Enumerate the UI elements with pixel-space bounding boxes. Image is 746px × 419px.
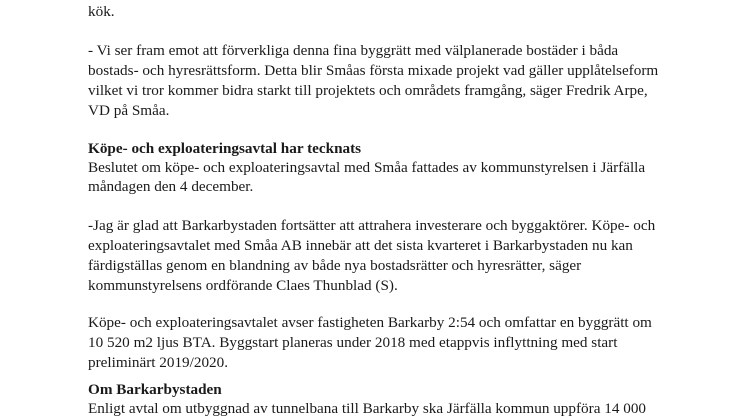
quote-line: VD på Småa.: [88, 102, 170, 119]
quote-line: - Vi ser fram emot att förverkliga denna fina byggrätt med välplanerade bostäder i båda: [88, 42, 619, 59]
paragraph-line: måndagen den 4 december.: [88, 178, 254, 195]
quote-line: färdigställas genom en blandning av både nya bostadsrätter och hyresrätter, säger: [88, 257, 582, 274]
section-heading-barkarbystaden: Om Barkarbystaden: [88, 381, 222, 398]
quote-line: kommunstyrelsens ordförande Claes Thunblad (S).: [88, 277, 398, 294]
quote-line: bostads- och hyresrättsform. Detta blir Småas första mixade projekt vad gäller upplåtelseform: [88, 62, 659, 79]
quote-line: exploateringsavtalet med Småa AB innebär att det sista kvarteret i Barkarbystaden nu kan: [88, 237, 633, 254]
paragraph-line: Enligt avtal om utbyggnad av tunnelbana till Barkarby ska Järfälla kommun uppföra 14 000: [88, 400, 647, 417]
quote-line: vilket vi tror kommer bidra starkt till projektets och områdets framgång, säger Fredrik Arpe,: [88, 82, 648, 99]
paragraph-line: 10 520 m2 ljus BTA. Byggstart planeras under 2018 med etappvis inflyttning med start: [88, 334, 618, 351]
paragraph-line: preliminärt 2019/2020.: [88, 354, 229, 371]
paragraph-line: Beslutet om köpe- och exploateringsavtal med Småa fattades av kommunstyrelsen i Järfälla: [88, 159, 646, 176]
quote-line: -Jag är glad att Barkarbystaden fortsätter att attrahera investerare och byggaktörer. Köpe- och: [88, 217, 656, 234]
paragraph-line: kök.: [88, 3, 115, 20]
paragraph-line: Köpe- och exploateringsavtalet avser fastigheten Barkarby 2:54 och omfattar en byggrätt om: [88, 314, 652, 331]
section-heading-agreement: Köpe- och exploateringsavtal har tecknats: [88, 140, 362, 157]
